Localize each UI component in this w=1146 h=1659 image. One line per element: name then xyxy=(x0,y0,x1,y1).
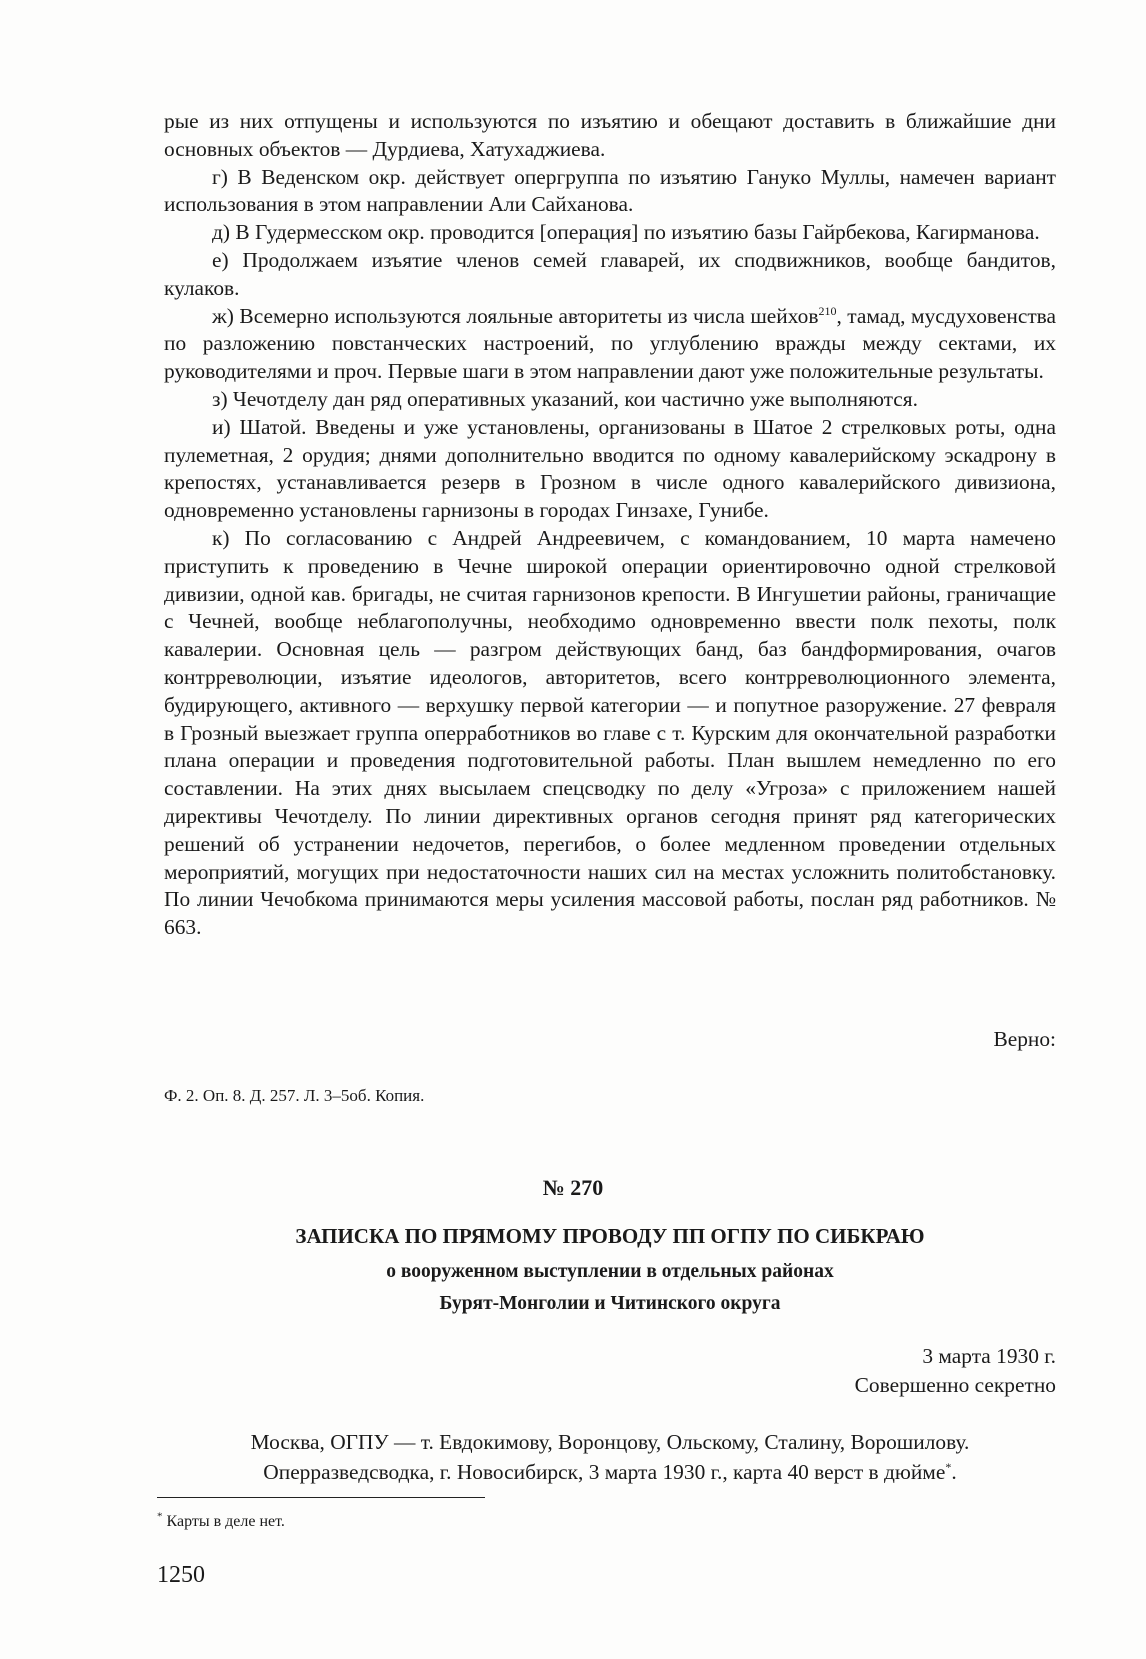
footnote-ref-asterisk: * xyxy=(945,1459,952,1474)
footnote xyxy=(157,1510,285,1531)
paragraph-e: е) Продолжаем изъятие членов семей главарей, их сподвижников, вообще бандитов, кулаков. xyxy=(164,247,1056,300)
footnote-mark: * xyxy=(157,1510,163,1523)
body-text xyxy=(164,108,1056,942)
paragraph-zh-end: , тамад, мусдуховенства по разложению повстанческих настроений, по углублению вражды между сектами, их руководителями и проч. Первые шаги в этом направлении дают уже положительные результаты. xyxy=(164,303,1056,384)
verification-mark: Верно: xyxy=(993,1027,1056,1051)
paragraph-i: и) Шатой. Введены и уже установлены, организованы в Шатое 2 стрелковых роты, одна пулеметная, 2 орудия; днями дополнительно вводится по одному кавалерийскому эскадрону в крепостях, устанавливается резерв в Грозном в числе одного кавалерийского дивизиона, одновременно установлены гарнизоны в городах Гинзахе, Гунибе. xyxy=(164,414,1056,523)
paragraph-continuation: рые из них отпущены и используются по изъятию и обещают доставить в ближайшие дни основных объектов — Дурдиева, Хатухаджиева. xyxy=(164,109,1056,161)
document-subtitle-line-1: о вооруженном выступлении в отдельных районах xyxy=(386,1261,834,1282)
document-subtitle-line-2: Бурят-Монголии и Читинского округа xyxy=(439,1293,781,1314)
address-line-1: Москва, ОГПУ — т. Евдокимову, Воронцову, Ольскому, Сталину, Ворошилову. xyxy=(250,1430,970,1454)
paragraph-z: з) Чечотделу дан ряд оперативных указаний, кои частично уже выполняются. xyxy=(212,386,918,411)
address-block xyxy=(164,1427,1056,1487)
document-date: 3 марта 1930 г. xyxy=(922,1344,1056,1368)
paragraph-k: к) По согласованию с Андрей Андреевичем, с командованием, 10 марта намечено приступить к проведению в Чечне широкой операции ориентировочно одной стрелковой дивизии, одной кав. бригады, не считая гарнизонов крепости. В Ингушетии районы, граничащие с Чечней, вообще неблагополучны, необходимо одновременно ввести полк пехоты, полк кавалерии. Основная цель — разгром действующих банд, баз бандформирования, очагов контрреволюции, изъятие идеологов, авторитетов, всего контрреволюционного элемента, будирующего, активного — верхушку первой категории — и попутное разоружение. 27 февраля в Грозный выезжает группа оперработников во главе с т. Курским для окончательной разработки плана операции и проведения подготовительной работы. План вышлем немедленно по его составлении. На этих днях высылаем спецсводку по делу «Угроза» с приложением нашей директивы Чечотделу. По линии директивных органов сегодня принят ряд категорических решений об устранении недочетов, перегибов, о более медленном проведении отдельных мероприятий, могущих при недостаточности наших сил на местах усложнить политобстановку. По линии Чечобкома принимаются меры усиления массовой работы, послан ряд работников. № 663. xyxy=(164,525,1056,940)
page-number: 1250 xyxy=(157,1562,205,1588)
secrecy-stamp: Совершенно секретно xyxy=(854,1373,1056,1397)
document-title: ЗАПИСКА ПО ПРЯМОМУ ПРОВОДУ ПП ОГПУ ПО СИБКРАЮ xyxy=(295,1224,925,1248)
paragraph-g: г) В Веденском окр. действует опергруппа по изъятию Ганукo Муллы, намечен вариант использования в этом направлении Али Сайханова. xyxy=(164,164,1056,217)
address-line-2-text: Оперразведсводка, г. Новосибирск, 3 марта 1930 г., карта 40 верст в дюйме xyxy=(263,1460,946,1484)
footnote-text: Карты в деле нет. xyxy=(166,1513,285,1530)
document-subtitle xyxy=(164,1256,1056,1320)
paragraph-d: д) В Гудермесском окр. проводится [операция] по изъятию базы Гайрбекова, Кагирманова. xyxy=(212,220,1040,245)
archive-reference: Ф. 2. Оп. 8. Д. 257. Л. 3–5об. Копия. xyxy=(164,1086,425,1105)
paragraph-zh xyxy=(164,303,1056,386)
paragraph-zh-start: ж) Всемерно используются лояльные авторитеты из числа шейхов xyxy=(212,303,819,328)
document-number: № 270 xyxy=(542,1175,604,1200)
footnote-ref-210: 210 xyxy=(818,303,837,318)
footnote-divider xyxy=(157,1497,485,1498)
address-line-2: Оперразведсводка, г. Новосибирск, 3 марта 1930 г., карта 40 верст в дюйме*. xyxy=(263,1459,957,1484)
